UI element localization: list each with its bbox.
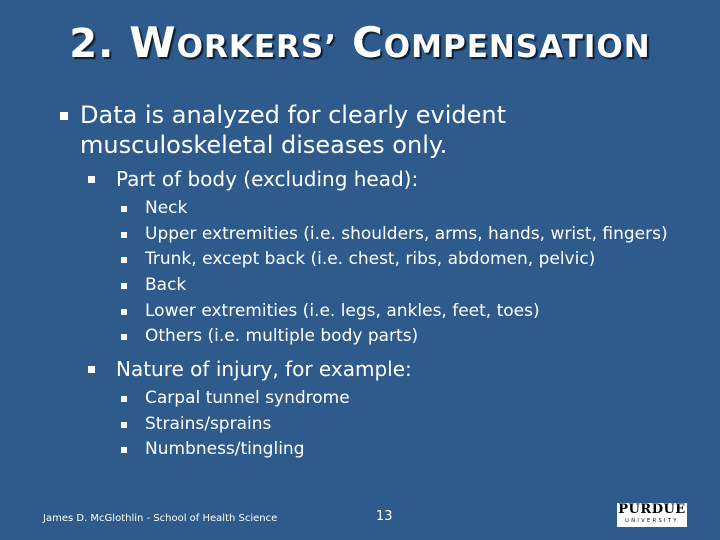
square-bullet-icon xyxy=(60,112,68,120)
list-item xyxy=(121,222,711,248)
list-item-text: Carpal tunnel syndrome xyxy=(145,388,350,408)
page-number: 13 xyxy=(376,509,393,524)
list-item-text: Neck xyxy=(145,198,188,218)
square-bullet-icon xyxy=(121,283,127,289)
square-bullet-icon xyxy=(121,396,127,402)
square-bullet-icon xyxy=(121,422,127,428)
square-bullet-icon xyxy=(121,447,127,453)
list-item-text: Numbness/tingling xyxy=(145,439,305,460)
section-heading-text: Nature of injury, for example: xyxy=(116,357,412,381)
list-item-text: Lower extremities (i.e. legs, ankles, feet, toes) xyxy=(145,300,540,321)
square-bullet-icon xyxy=(121,206,127,212)
list-item-text: Upper extremities (i.e. shoulders, arms, hands, wrist, fingers) xyxy=(145,223,668,244)
list-item xyxy=(121,412,711,438)
section-heading-body-part xyxy=(88,166,688,192)
list-item xyxy=(121,273,711,299)
list-item xyxy=(121,247,711,273)
title-word1-initial: W xyxy=(129,18,177,67)
section-heading-nature-of-injury xyxy=(88,356,688,382)
square-bullet-icon xyxy=(121,334,127,340)
logo-word: PURDUE xyxy=(618,502,686,517)
list-item-text: Back xyxy=(145,275,187,296)
nature-of-injury-list xyxy=(121,386,711,463)
logo-subtitle: UNIVERSITY xyxy=(625,518,679,524)
body-part-list xyxy=(121,196,711,350)
square-bullet-icon xyxy=(88,366,95,373)
square-bullet-icon xyxy=(121,309,127,315)
list-item-text: Others (i.e. multiple body parts) xyxy=(145,326,419,347)
title-word1-rest: ORKERS’ xyxy=(176,29,337,65)
title-word2-rest: OMPENSATION xyxy=(383,29,651,65)
main-point xyxy=(60,100,660,160)
list-item xyxy=(121,299,711,325)
square-bullet-icon xyxy=(121,257,127,263)
list-item xyxy=(121,386,711,412)
square-bullet-icon xyxy=(121,232,127,238)
list-item-text: Trunk, except back (i.e. chest, ribs, abdomen, pelvic) xyxy=(145,249,596,270)
main-point-text: Data is analyzed for clearly evident musculoskeletal diseases only. xyxy=(80,101,507,159)
list-item-text: Strains/sprains xyxy=(145,413,272,434)
title-number: 2. xyxy=(69,21,115,67)
footer-author: James D. McGlothlin - School of Health Science xyxy=(43,513,278,524)
section-heading-text: Part of body (excluding head): xyxy=(116,167,419,191)
title-word2-initial: C xyxy=(351,18,384,67)
list-item xyxy=(121,437,711,463)
list-item xyxy=(121,196,711,222)
purdue-logo xyxy=(617,503,687,527)
list-item xyxy=(121,324,711,350)
square-bullet-icon xyxy=(88,176,95,183)
slide-title xyxy=(0,18,720,67)
